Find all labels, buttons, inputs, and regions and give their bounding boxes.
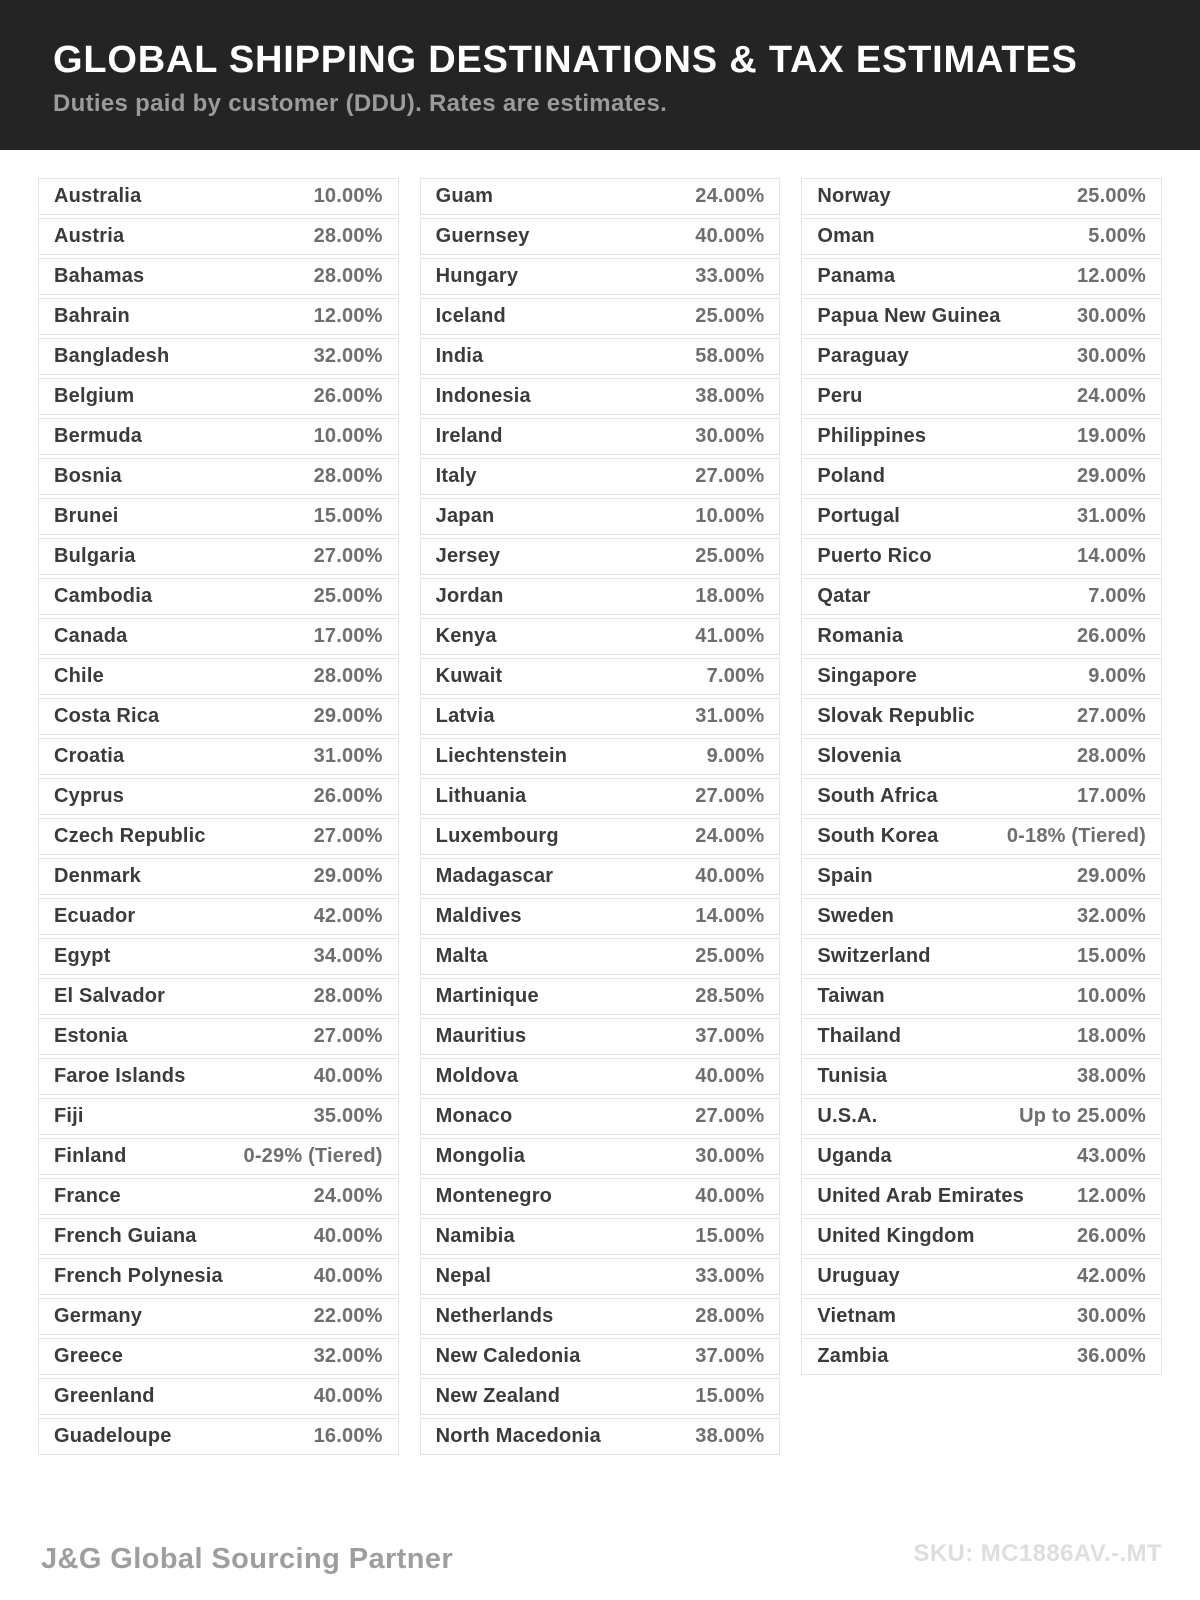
country-name: Papua New Guinea <box>817 305 1001 327</box>
country-name: Montenegro <box>435 1185 553 1207</box>
country-name: Bosnia <box>54 465 122 487</box>
country-name: Hungary <box>435 265 519 287</box>
tax-rate: 33.00% <box>695 265 765 287</box>
table-row <box>420 378 781 415</box>
tax-rate: 42.00% <box>1076 1265 1146 1287</box>
table-row <box>420 338 781 375</box>
country-name: Lithuania <box>435 785 527 807</box>
table-row <box>38 818 399 855</box>
table-row <box>420 658 781 695</box>
table-row <box>420 1378 781 1415</box>
country-name: Panama <box>817 265 896 287</box>
tax-rate: Up to 25.00% <box>1019 1105 1146 1127</box>
table-row <box>420 898 781 935</box>
tax-rate: 28.00% <box>313 265 383 287</box>
table-row <box>801 978 1162 1015</box>
tax-rate: 28.00% <box>1076 745 1146 767</box>
country-name: Costa Rica <box>54 705 160 727</box>
table-row <box>420 498 781 535</box>
table-row <box>801 498 1162 535</box>
table-row <box>38 898 399 935</box>
country-name: Kuwait <box>435 665 503 687</box>
tax-rate: 38.00% <box>695 1425 765 1447</box>
country-name: Latvia <box>435 705 495 727</box>
country-name: Bermuda <box>54 425 143 447</box>
tax-rate: 25.00% <box>695 545 765 567</box>
table-row <box>801 938 1162 975</box>
tax-rate: 32.00% <box>313 345 383 367</box>
country-name: Paraguay <box>817 345 909 367</box>
table-row <box>38 218 399 255</box>
tax-rate: 37.00% <box>695 1345 765 1367</box>
country-name: Jordan <box>435 585 504 607</box>
country-name: United Kingdom <box>817 1225 975 1247</box>
tax-rate: 27.00% <box>695 1105 765 1127</box>
table-row <box>38 298 399 335</box>
country-name: Croatia <box>54 745 125 767</box>
tax-rate: 58.00% <box>695 345 765 367</box>
tax-rate: 28.00% <box>313 225 383 247</box>
country-name: North Macedonia <box>435 1425 601 1447</box>
table-row <box>38 1098 399 1135</box>
country-name: Italy <box>435 465 477 487</box>
tax-rate: 30.00% <box>1076 345 1146 367</box>
table-row <box>801 618 1162 655</box>
country-name: Jersey <box>435 545 501 567</box>
table-row <box>801 578 1162 615</box>
table-row <box>38 858 399 895</box>
tax-rate: 10.00% <box>1076 985 1146 1007</box>
table-row <box>38 1378 399 1415</box>
table-row <box>420 1138 781 1175</box>
country-name: Taiwan <box>817 985 885 1007</box>
tax-rate: 37.00% <box>695 1025 765 1047</box>
tax-rate: 7.00% <box>1088 585 1146 607</box>
table-row <box>420 538 781 575</box>
country-name: Iceland <box>435 305 506 327</box>
tax-rate: 38.00% <box>1076 1065 1146 1087</box>
tax-rate: 29.00% <box>313 865 383 887</box>
country-name: Austria <box>54 225 125 247</box>
table-row <box>420 178 781 215</box>
tax-rate: 40.00% <box>313 1385 383 1407</box>
table-column-2 <box>420 178 781 1458</box>
country-name: Maldives <box>435 905 522 927</box>
table-row <box>801 738 1162 775</box>
table-row <box>420 778 781 815</box>
tax-rate: 25.00% <box>695 945 765 967</box>
country-name: Ireland <box>435 425 503 447</box>
country-name: Cambodia <box>54 585 153 607</box>
table-row <box>801 1098 1162 1135</box>
country-name: France <box>54 1185 121 1207</box>
table-row <box>420 578 781 615</box>
table-row <box>801 778 1162 815</box>
country-name: Nepal <box>435 1265 492 1287</box>
table-row <box>420 1218 781 1255</box>
country-name: Estonia <box>54 1025 128 1047</box>
table-column-1 <box>38 178 399 1458</box>
tax-rate: 14.00% <box>695 905 765 927</box>
table-row <box>801 818 1162 855</box>
tax-rate: 9.00% <box>1088 665 1146 687</box>
tax-rate: 9.00% <box>706 745 765 767</box>
country-name: Luxembourg <box>435 825 559 847</box>
tax-rate: 41.00% <box>695 625 765 647</box>
table-row <box>801 1258 1162 1295</box>
table-row <box>801 898 1162 935</box>
country-name: Malta <box>435 945 488 967</box>
country-name: Poland <box>817 465 886 487</box>
country-name: Singapore <box>817 665 917 687</box>
tax-rate: 24.00% <box>695 185 765 207</box>
country-name: Philippines <box>817 425 927 447</box>
tax-rate: 16.00% <box>313 1425 383 1447</box>
table-row <box>38 338 399 375</box>
sku-text: SKU: MC1886AV.-.MT <box>913 1540 1162 1567</box>
tax-rate: 28.00% <box>313 985 383 1007</box>
table-row <box>801 538 1162 575</box>
table-row <box>38 578 399 615</box>
table-row <box>801 1138 1162 1175</box>
table-row <box>801 418 1162 455</box>
tax-rate: 28.00% <box>313 665 383 687</box>
table-row <box>38 1418 399 1455</box>
country-name: India <box>435 345 484 367</box>
country-name: Greenland <box>54 1385 155 1407</box>
tax-rate: 18.00% <box>695 585 765 607</box>
country-name: Guadeloupe <box>54 1425 172 1447</box>
tax-rate: 14.00% <box>1076 545 1146 567</box>
shipping-tax-table <box>38 178 1162 1458</box>
table-row <box>38 1138 399 1175</box>
tax-rate: 29.00% <box>313 705 383 727</box>
country-name: Vietnam <box>817 1305 897 1327</box>
country-name: Liechtenstein <box>435 745 568 767</box>
table-row <box>420 1338 781 1375</box>
country-name: Qatar <box>817 585 871 607</box>
country-name: New Zealand <box>435 1385 561 1407</box>
tax-rate: 31.00% <box>695 705 765 727</box>
table-row <box>420 1418 781 1455</box>
tax-rate: 30.00% <box>695 1145 765 1167</box>
country-name: Canada <box>54 625 128 647</box>
tax-rate: 32.00% <box>1076 905 1146 927</box>
tax-rate: 35.00% <box>313 1105 383 1127</box>
country-name: Bangladesh <box>54 345 170 367</box>
table-row <box>801 458 1162 495</box>
table-row <box>801 1298 1162 1335</box>
country-name: Indonesia <box>435 385 531 407</box>
table-row <box>38 1018 399 1055</box>
tax-rate: 15.00% <box>1076 945 1146 967</box>
tax-rate: 27.00% <box>313 825 383 847</box>
table-row <box>38 418 399 455</box>
country-name: Namibia <box>435 1225 515 1247</box>
tax-rate: 27.00% <box>695 465 765 487</box>
table-row <box>420 818 781 855</box>
table-row <box>420 258 781 295</box>
country-name: United Arab Emirates <box>817 1185 1024 1207</box>
tax-rate: 40.00% <box>313 1225 383 1247</box>
country-name: Kenya <box>435 625 497 647</box>
tax-rate: 26.00% <box>313 385 383 407</box>
country-name: Belgium <box>54 385 135 407</box>
table-row <box>420 218 781 255</box>
tax-rate: 33.00% <box>695 1265 765 1287</box>
country-name: Finland <box>54 1145 127 1167</box>
table-row <box>38 938 399 975</box>
country-name: Norway <box>817 185 891 207</box>
table-row <box>38 618 399 655</box>
tax-rate: 31.00% <box>1076 505 1146 527</box>
tax-rate: 12.00% <box>313 305 383 327</box>
country-name: Spain <box>817 865 873 887</box>
table-row <box>420 298 781 335</box>
tax-rate: 5.00% <box>1088 225 1146 247</box>
tax-rate: 10.00% <box>313 185 383 207</box>
table-row <box>420 1178 781 1215</box>
tax-rate: 24.00% <box>313 1185 383 1207</box>
table-row <box>38 738 399 775</box>
table-row <box>801 1338 1162 1375</box>
tax-rate: 10.00% <box>313 425 383 447</box>
table-row <box>420 938 781 975</box>
table-row <box>420 1298 781 1335</box>
tax-rate: 28.00% <box>313 465 383 487</box>
table-row <box>38 1338 399 1375</box>
tax-rate: 15.00% <box>313 505 383 527</box>
page-subtitle: Duties paid by customer (DDU). Rates are estimates. <box>53 90 668 117</box>
tax-rate: 27.00% <box>1076 705 1146 727</box>
tax-rate: 30.00% <box>1076 305 1146 327</box>
tax-rate: 24.00% <box>1076 385 1146 407</box>
header-banner <box>0 0 1200 150</box>
table-row <box>420 738 781 775</box>
table-row <box>420 618 781 655</box>
table-row <box>38 1298 399 1335</box>
table-row <box>801 1178 1162 1215</box>
tax-rate: 40.00% <box>695 225 765 247</box>
table-row <box>801 1058 1162 1095</box>
country-name: Fiji <box>54 1105 84 1127</box>
table-row <box>420 1258 781 1295</box>
country-name: Puerto Rico <box>817 545 932 567</box>
tax-rate: 26.00% <box>313 785 383 807</box>
country-name: Bulgaria <box>54 545 136 567</box>
tax-rate: 19.00% <box>1076 425 1146 447</box>
tax-rate: 25.00% <box>313 585 383 607</box>
tax-rate: 40.00% <box>695 1185 765 1207</box>
country-name: Guernsey <box>435 225 530 247</box>
country-name: New Caledonia <box>435 1345 581 1367</box>
tax-rate: 22.00% <box>313 1305 383 1327</box>
tax-rate: 30.00% <box>1076 1305 1146 1327</box>
table-row <box>801 698 1162 735</box>
tax-rate: 40.00% <box>313 1265 383 1287</box>
table-row <box>38 458 399 495</box>
tax-rate: 12.00% <box>1076 265 1146 287</box>
tax-rate: 27.00% <box>695 785 765 807</box>
country-name: Thailand <box>817 1025 902 1047</box>
tax-rate: 29.00% <box>1076 465 1146 487</box>
table-row <box>420 978 781 1015</box>
country-name: South Africa <box>817 785 938 807</box>
table-row <box>38 258 399 295</box>
country-name: Moldova <box>435 1065 519 1087</box>
table-row <box>420 1018 781 1055</box>
tax-rate: 28.00% <box>695 1305 765 1327</box>
tax-rate: 0-29% (Tiered) <box>243 1145 383 1167</box>
country-name: Madagascar <box>435 865 554 887</box>
tax-rate: 30.00% <box>695 425 765 447</box>
tax-rate: 31.00% <box>313 745 383 767</box>
table-row <box>801 378 1162 415</box>
table-row <box>420 698 781 735</box>
country-name: Zambia <box>817 1345 889 1367</box>
table-row <box>801 218 1162 255</box>
country-name: Mauritius <box>435 1025 527 1047</box>
table-row <box>420 1098 781 1135</box>
table-row <box>420 418 781 455</box>
table-row <box>38 658 399 695</box>
country-name: French Guiana <box>54 1225 197 1247</box>
country-name: Greece <box>54 1345 124 1367</box>
country-name: Australia <box>54 185 142 207</box>
tax-rate: 26.00% <box>1076 1225 1146 1247</box>
country-name: El Salvador <box>54 985 166 1007</box>
country-name: French Polynesia <box>54 1265 223 1287</box>
table-row <box>38 538 399 575</box>
country-name: South Korea <box>817 825 939 847</box>
country-name: Netherlands <box>435 1305 554 1327</box>
tax-rate: 27.00% <box>313 1025 383 1047</box>
table-row <box>801 258 1162 295</box>
table-row <box>38 978 399 1015</box>
tax-rate: 43.00% <box>1076 1145 1146 1167</box>
table-row <box>801 338 1162 375</box>
tax-rate: 27.00% <box>313 545 383 567</box>
country-name: Guam <box>435 185 494 207</box>
tax-rate: 15.00% <box>695 1225 765 1247</box>
country-name: Bahrain <box>54 305 130 327</box>
country-name: Sweden <box>817 905 895 927</box>
tax-rate: 42.00% <box>313 905 383 927</box>
table-row <box>38 1058 399 1095</box>
country-name: Germany <box>54 1305 143 1327</box>
tax-rate: 38.00% <box>695 385 765 407</box>
table-row <box>38 778 399 815</box>
tax-rate: 18.00% <box>1076 1025 1146 1047</box>
table-row <box>38 1258 399 1295</box>
country-name: Peru <box>817 385 863 407</box>
table-row <box>38 178 399 215</box>
table-row <box>420 1058 781 1095</box>
country-name: Brunei <box>54 505 119 527</box>
table-row <box>801 298 1162 335</box>
country-name: Czech Republic <box>54 825 206 847</box>
country-name: Uganda <box>817 1145 892 1167</box>
table-row <box>420 458 781 495</box>
country-name: Slovenia <box>817 745 902 767</box>
brand-text: J&G Global Sourcing Partner <box>41 1543 454 1575</box>
tax-rate: 0-18% (Tiered) <box>1006 825 1146 847</box>
tax-rate: 7.00% <box>706 665 765 687</box>
country-name: Chile <box>54 665 104 687</box>
country-name: Bahamas <box>54 265 145 287</box>
tax-rate: 36.00% <box>1076 1345 1146 1367</box>
tax-rate: 32.00% <box>313 1345 383 1367</box>
country-name: Cyprus <box>54 785 125 807</box>
table-row <box>38 378 399 415</box>
country-name: Uruguay <box>817 1265 900 1287</box>
country-name: Monaco <box>435 1105 513 1127</box>
country-name: Ecuador <box>54 905 136 927</box>
country-name: Martinique <box>435 985 539 1007</box>
tax-rate: 26.00% <box>1076 625 1146 647</box>
tax-rate: 25.00% <box>695 305 765 327</box>
table-row <box>38 498 399 535</box>
country-name: Egypt <box>54 945 111 967</box>
table-column-3 <box>801 178 1162 1378</box>
tax-rate: 17.00% <box>1076 785 1146 807</box>
country-name: Mongolia <box>435 1145 526 1167</box>
table-row <box>38 698 399 735</box>
tax-rate: 12.00% <box>1076 1185 1146 1207</box>
country-name: Oman <box>817 225 875 247</box>
table-row <box>38 1218 399 1255</box>
tax-rate: 24.00% <box>695 825 765 847</box>
table-row <box>38 1178 399 1215</box>
tax-rate: 40.00% <box>695 1065 765 1087</box>
tax-rate: 29.00% <box>1076 865 1146 887</box>
tax-rate: 34.00% <box>313 945 383 967</box>
table-row <box>801 858 1162 895</box>
country-name: Denmark <box>54 865 141 887</box>
tax-rate: 10.00% <box>695 505 765 527</box>
country-name: Portugal <box>817 505 901 527</box>
tax-rate: 40.00% <box>313 1065 383 1087</box>
tax-rate: 15.00% <box>695 1385 765 1407</box>
country-name: Tunisia <box>817 1065 888 1087</box>
tax-rate: 25.00% <box>1076 185 1146 207</box>
country-name: U.S.A. <box>817 1105 878 1127</box>
tax-rate: 40.00% <box>695 865 765 887</box>
country-name: Faroe Islands <box>54 1065 186 1087</box>
page-title: GLOBAL SHIPPING DESTINATIONS & TAX ESTIMATES <box>53 39 1078 81</box>
country-name: Romania <box>817 625 904 647</box>
tax-rate: 17.00% <box>313 625 383 647</box>
table-row <box>420 858 781 895</box>
country-name: Switzerland <box>817 945 931 967</box>
country-name: Japan <box>435 505 495 527</box>
country-name: Slovak Republic <box>817 705 975 727</box>
table-row <box>801 178 1162 215</box>
table-row <box>801 1018 1162 1055</box>
table-row <box>801 1218 1162 1255</box>
table-row <box>801 658 1162 695</box>
tax-rate: 28.50% <box>695 985 765 1007</box>
